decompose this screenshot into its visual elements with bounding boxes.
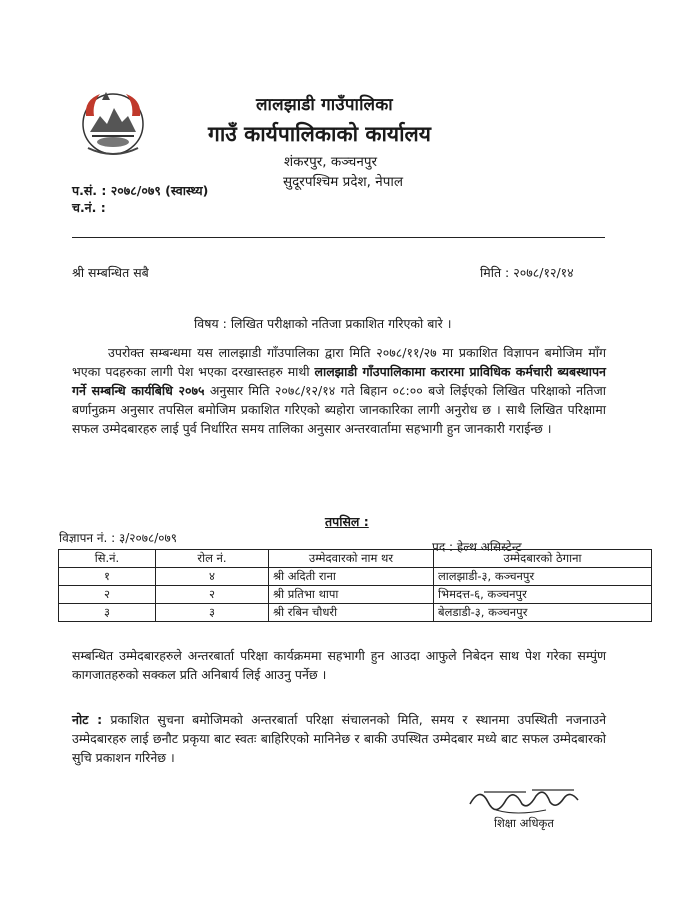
handwritten-signature xyxy=(466,780,586,820)
cell-name: श्री रबिन चौधरी xyxy=(269,604,434,622)
signatory-title: शिक्षा अधिकृत xyxy=(494,816,554,830)
cell-name: श्री अदिती राना xyxy=(269,568,434,586)
tapasil-heading: तपसिल : xyxy=(325,514,369,529)
table-header-row xyxy=(59,550,652,568)
column-header-sn: सि.नं. xyxy=(59,550,156,568)
patra-sankhya: प.सं. : २०७८/०७९ (स्वास्थ्य) xyxy=(72,183,209,198)
office-address-line2: सुदूरपश्चिम प्रदेश, नेपाल xyxy=(283,174,404,190)
table-row xyxy=(59,604,652,622)
post-name: पद : हेल्थ असिस्टेन्ट xyxy=(432,540,522,554)
letter-subject: विषय : लिखित परीक्षाको नतिजा प्रकाशित गरिएको बारे । xyxy=(194,316,452,331)
cell-roll: ३ xyxy=(156,604,269,622)
cell-sn: ३ xyxy=(59,604,156,622)
addressee: श्री सम्बन्धित सबै xyxy=(72,265,149,280)
letter-date: मिति : २०७८/१२/१४ xyxy=(480,265,574,280)
cell-address: बेलडाडी-३, कञ्चनपुर xyxy=(434,604,652,622)
table-row xyxy=(59,568,652,586)
body-paragraph-2: सम्बन्धित उम्मेदबारहरुले अन्तरबार्ता परिक्षा कार्यक्रममा सहभागी हुन आउदा आफुले निबेदन साथ पेश गरेका सम्पुंण कागजातहरुको सक्कल प्रति अनिबार्य लिई आउनु पर्नेछ । xyxy=(72,648,606,682)
cell-address: लालझाडी-३, कञ्चनपुर xyxy=(434,568,652,586)
table-row xyxy=(59,586,652,604)
paragraph1-text-b: अनुसार मिति २०७८/१२/१४ गते बिहान ०८:०० बजे लिईएको लिखित परिक्षाको नतिजा बर्णानुक्रम अनुसार तपसिल बमोजिम प्रकाशित गरिएको ब्यहोरा जानकारिका लागी अनुरोध छ । साथै लिखित परिक्षामा सफल उम्मेदबारहरु लाई पुर्व निर्धारित समय तालिका अनुसार अन्तरवार्तामा सहभागी हुन जानकारी गराईन्छ । xyxy=(72,383,606,436)
cell-address: भिमदत्त-६, कञ्चनपुर xyxy=(434,586,652,604)
cell-sn: २ xyxy=(59,586,156,604)
body-paragraph-1 xyxy=(72,343,606,438)
cell-roll: ४ xyxy=(156,568,269,586)
column-header-name: उम्मेदवारको नाम थर xyxy=(269,550,434,568)
chalani-number: च.नं. : xyxy=(72,200,106,215)
note-label: नोट : xyxy=(72,712,103,727)
column-header-roll: रोल नं. xyxy=(156,550,269,568)
office-address-line1: शंकरपुर, कञ्चनपुर xyxy=(284,154,378,170)
paragraph1-bold-text: लालझाडी गाँउपालिकामा करारमा प्राविधिक कर्मचारी ब्यबस्थापन गर्ने सम्बन्धि कार्यबिधि २०७५ xyxy=(72,364,606,398)
vigyapan-number: विज्ञापन नं. : ३/२०७८/०७९ xyxy=(59,531,178,545)
cell-name: श्री प्रतिभा थापा xyxy=(269,586,434,604)
results-table xyxy=(58,549,652,622)
cell-sn: १ xyxy=(59,568,156,586)
paragraph1-text-a: उपरोक्त सम्बन्धमा यस लालझाडी गाँउपालिका द्वारा मिति २०७८/११/२७ मा प्रकाशित विज्ञापन बमोजिम माँग भएका पदहरुका लागी पेश भएका दरखास्तहरु माथी xyxy=(72,345,606,379)
column-header-address: उम्मेदबारको ठेगाना xyxy=(434,550,652,568)
header-divider xyxy=(72,237,605,238)
cell-roll: २ xyxy=(156,586,269,604)
municipality-emblem-icon xyxy=(76,86,150,160)
office-name: लालझाडी गाउँपालिका xyxy=(256,95,393,115)
office-title: गाउँ कार्यपालिकाको कार्यालय xyxy=(208,122,431,146)
note-text: प्रकाशित सुचना बमोजिमको अन्तरबार्ता परिक्षा संचालनको मिति, समय र स्थानमा उपस्थिती नजनाउने उम्मेदबारहरु लाई छनौट प्रकृया बाट स्वतः बाहिरिएको मानिनेछ र बाकी उपस्थित उम्मेदबार मध्ये बाट सफल उम्मेदबारको सुचि प्रकाशन गरिनेछ । xyxy=(72,712,607,765)
note-paragraph xyxy=(72,710,606,767)
